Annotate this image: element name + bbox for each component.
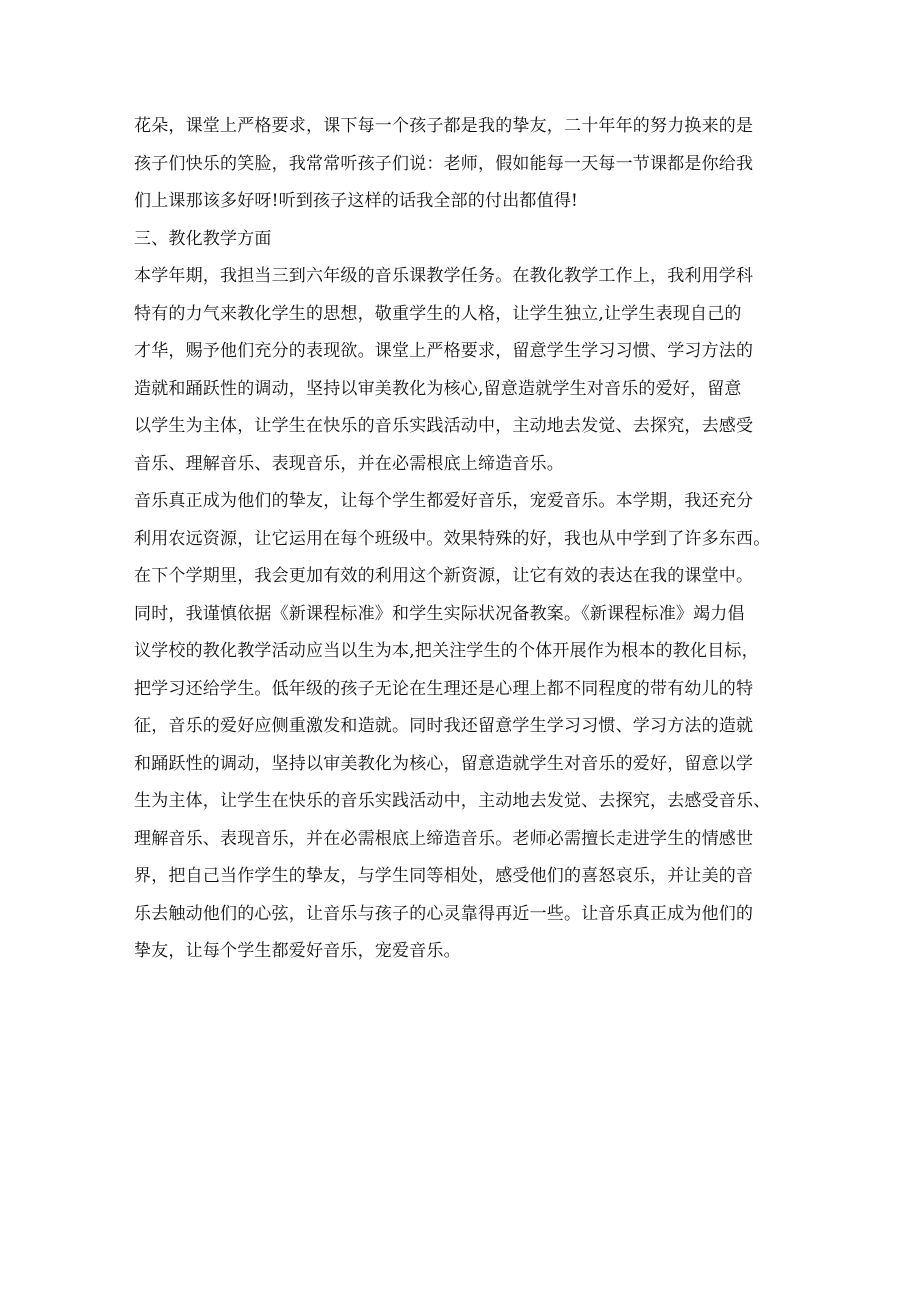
text-line: 才华，赐予他们充分的表现欲。课堂上严格要求，留意学生学习习惯、学习方法的: [134, 341, 754, 361]
text-line: 征，音乐的爱好应侧重激发和造就。同时我还留意学生学习习惯、学习方法的造就: [134, 716, 754, 736]
text-line: 把学习还给学生。低年级的孩子无论在生理还是心理上都不同程度的带有幼儿的特: [134, 678, 754, 699]
text-line: 孩子们快乐的笑脸，我常常听孩子们说：老师，假如能每一天每一节课都是你给我: [134, 153, 754, 174]
text-line: 在下个学期里，我会更加有效的利用这个新资源，让它有效的表达在我的课堂中。: [134, 566, 754, 586]
text-line: 们上课那该多好呀!听到孩子这样的话我全部的付出都值得!: [134, 191, 579, 211]
text-line: 利用农远资源，让它运用在每个班级中。效果特殊的好，我也从中学到了许多东西。: [134, 528, 771, 549]
text-line: 音乐真正成为他们的挚友，让每个学生都爱好音乐，宠爱音乐。本学期，我还充分: [134, 491, 754, 511]
text-line: 议学校的教化教学活动应当以生为本,把关注学生的个体开展作为根本的教化目标，: [134, 641, 759, 661]
text-line: 花朵，课堂上严格要求，课下每一个孩子都是我的挚友，二十年年的努力换来的是: [134, 116, 754, 136]
text-line: 乐去触动他们的心弦，让音乐与孩子的心灵靠得再近一些。让音乐真正成为他们的: [134, 903, 754, 924]
text-line: 理解音乐、表现音乐，并在必需根底上缔造音乐。老师必需擅长走进学生的情感世: [134, 828, 754, 849]
text-line: 生为主体，让学生在快乐的音乐实践活动中，主动地去发觉、去探究，去感受音乐、: [134, 791, 771, 811]
text-line: 造就和踊跃性的调动，坚持以审美教化为核心,留意造就学生对音乐的爱好，留意: [134, 378, 742, 399]
text-line: 本学年期，我担当三到六年级的音乐课教学任务。在教化教学工作上，我利用学科: [134, 266, 754, 286]
text-line: 同时，我谨慎依据《新课程标准》和学生实际状况备教案。《新课程标准》竭力倡: [134, 603, 745, 624]
text-line: 和踊跃性的调动，坚持以审美教化为核心，留意造就学生对音乐的爱好，留意以学: [134, 753, 754, 774]
text-line: 以学生为主体，让学生在快乐的音乐实践活动中，主动地去发觉、去探究，去感受: [134, 416, 754, 436]
section-heading: 三、教化教学方面: [134, 228, 272, 249]
text-line: 挚友，让每个学生都爱好音乐，宠爱音乐。: [134, 941, 461, 961]
text-line: 音乐、理解音乐、表现音乐，并在必需根底上缔造音乐。: [134, 453, 564, 474]
body-text: [134, 108, 798, 971]
text-line: 特有的力气来教化学生的思想，敬重学生的人格，让学生独立,让学生表现自己的: [134, 303, 742, 324]
text-line: 界，把自己当作学生的挚友，与学生同等相处，感受他们的喜怒哀乐，并让美的音: [134, 866, 754, 886]
